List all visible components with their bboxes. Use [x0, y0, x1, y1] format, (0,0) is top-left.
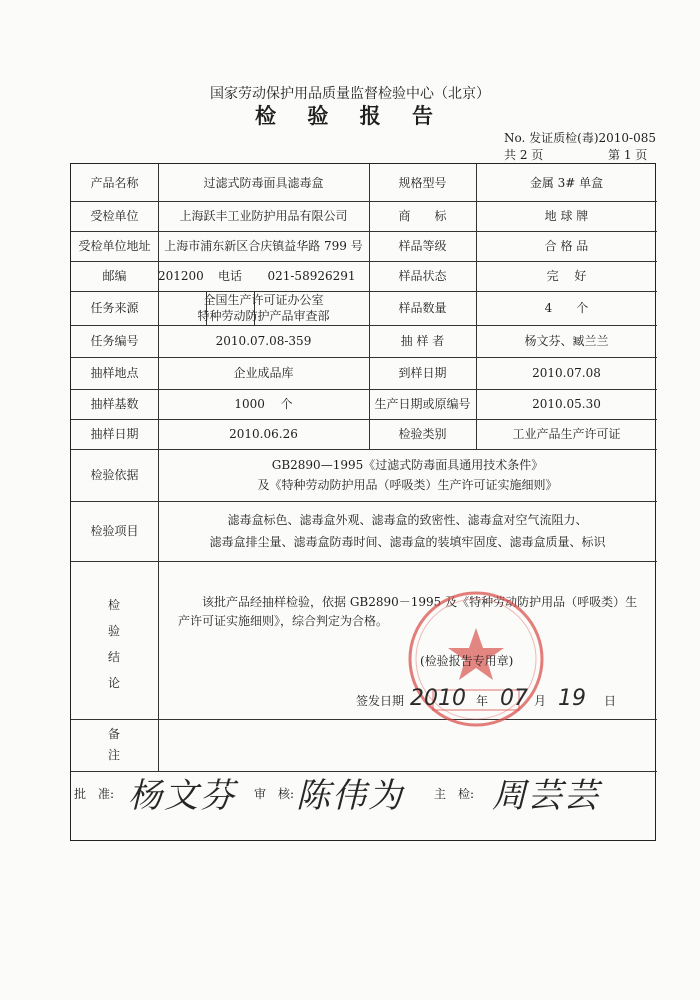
- value-sample-qty: 4 个: [544, 301, 589, 315]
- label-postcode: 邮编: [102, 269, 127, 283]
- document-title: 检 验 报 告: [255, 103, 445, 128]
- label-items: 检验项目: [90, 524, 139, 538]
- conclusion-char-1: 检: [107, 598, 120, 612]
- label-remarks: [104, 724, 124, 766]
- conclusion-text: 该批产品经抽样检验，依据 GB2890－1995 及《特种劳动防护用品（呼吸类）生产许可证实施细则》，综合判定为合格。: [178, 595, 638, 628]
- items-line-1: 滤毒盒标色、滤毒盒外观、滤毒盒的致密性、滤毒盒对空气流阻力、: [227, 513, 588, 527]
- value-phone: 021-58926291: [267, 269, 356, 283]
- label-production-date: 生产日期或原编号: [374, 397, 471, 411]
- label-basis: 检验依据: [90, 468, 139, 482]
- review-label: 审 核:: [254, 787, 295, 801]
- conclusion-char-2: 验: [107, 624, 120, 638]
- label-client: 受检单位: [90, 209, 139, 223]
- value-sampling-date: 2010.06.26: [229, 427, 298, 441]
- basis-line-2: 及《特种劳动防护用品（呼吸类）生产许可证实施细则》: [257, 478, 558, 492]
- label-sampling-base: 抽样基数: [90, 397, 139, 411]
- conclusion-char-3: 结: [107, 650, 120, 664]
- month-unit: 月: [534, 694, 547, 708]
- stamp-label: (检验报告专用章): [420, 654, 514, 668]
- total-pages: 共 2 页: [504, 148, 544, 162]
- issue-year: 2010: [410, 686, 467, 711]
- year-unit: 年: [476, 694, 489, 708]
- chief-signature: 周芸芸: [492, 776, 600, 816]
- value-items: [158, 501, 657, 561]
- label-product-name: 产品名称: [90, 175, 139, 190]
- chief-label: 主 检:: [434, 787, 475, 801]
- label-sample-state: 样品状态: [398, 269, 447, 283]
- issue-date: [356, 686, 616, 711]
- label-spec-model: 规格型号: [398, 175, 447, 190]
- label-client-address: 受检单位地址: [78, 239, 151, 253]
- task-source-line-2: 特种劳动防护产品审查部: [197, 309, 330, 323]
- label-conclusion: [104, 592, 124, 696]
- label-sampling-site: 抽样地点: [90, 366, 139, 380]
- label-inspection-type: 检验类别: [398, 427, 447, 441]
- value-task-source: [158, 291, 369, 325]
- day-unit: 日: [604, 694, 617, 708]
- value-sampling-site: 企业成品库: [233, 366, 294, 380]
- issue-day: 19: [558, 686, 587, 711]
- basis-line-1: GB2890—1995《过滤式防毒面具通用技术条件》: [271, 458, 544, 472]
- value-sampling-base: 1000 个: [234, 397, 293, 411]
- issue-month: 07: [500, 686, 529, 711]
- value-basis: [158, 449, 657, 501]
- label-sampling-date: 抽样日期: [90, 427, 139, 441]
- remarks-char-2: 注: [107, 748, 120, 762]
- approve-signature: 杨文芬: [128, 776, 236, 816]
- value-arrival-date: 2010.07.08: [532, 366, 601, 380]
- value-postcode: [158, 261, 206, 291]
- report-number: No. 发证质检(毒)2010-085: [504, 131, 657, 145]
- value-sample-state: 完 好: [546, 269, 587, 283]
- value-product-name: 过滤式防毒面具滤毒盒: [203, 175, 324, 190]
- page-number: 第 1 页: [608, 148, 648, 162]
- value-task-no: 2010.07.08-359: [215, 334, 312, 348]
- value-trademark: 地 球 牌: [544, 209, 589, 223]
- task-source-line-1: 全国生产许可证办公室: [203, 293, 324, 307]
- value-client-address: 上海市浦东新区合庆镇益华路 799 号: [164, 239, 363, 253]
- review-signature: 陈伟为: [296, 776, 404, 816]
- label-arrival-date: 到样日期: [398, 366, 447, 380]
- value-sampler: 杨文芬、臧兰兰: [524, 334, 609, 348]
- value-spec-model: 金属 3# 单盒: [529, 175, 604, 190]
- value-sample-grade: 合 格 品: [544, 239, 589, 253]
- label-trademark: 商 标: [398, 209, 447, 223]
- issue-date-label: 签发日期: [356, 694, 405, 708]
- label-task-no: 任务编号: [90, 334, 139, 348]
- value-client: 上海跃丰工业防护用品有限公司: [179, 209, 348, 223]
- label-sampler: 抽 样 者: [400, 334, 445, 348]
- postcode-text: 201200: [158, 269, 204, 283]
- label-sample-grade: 样品等级: [398, 239, 447, 253]
- label-task-source: 任务来源: [90, 301, 139, 315]
- remarks-char-1: 备: [107, 727, 120, 741]
- value-production-date: 2010.05.30: [532, 397, 601, 411]
- items-line-2: 滤毒盒排尘量、滤毒盒防毒时间、滤毒盒的装填牢固度、滤毒盒质量、标识: [209, 535, 606, 549]
- approve-label: 批 准:: [74, 787, 115, 801]
- label-phone: 电话: [217, 269, 242, 283]
- value-inspection-type: 工业产品生产许可证: [512, 427, 621, 441]
- conclusion-char-4: 论: [107, 676, 120, 690]
- report-table: [70, 163, 656, 841]
- label-sample-qty: 样品数量: [398, 301, 447, 315]
- organization-name: 国家劳动保护用品质量监督检验中心（北京）: [210, 86, 490, 102]
